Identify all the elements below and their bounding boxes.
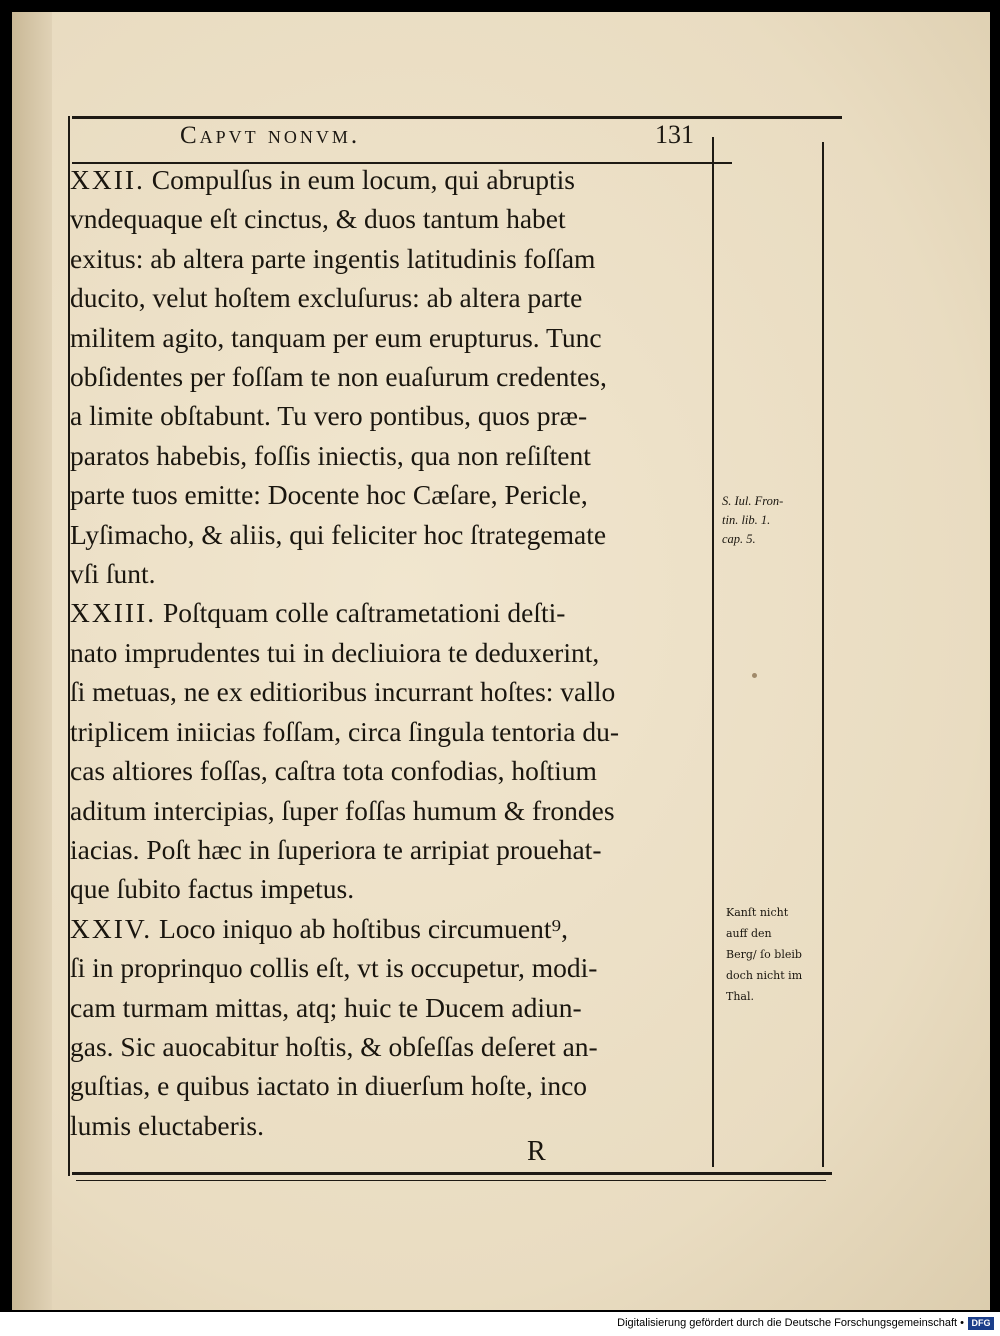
text-line: Lyſimacho, & aliis, qui feliciter hoc ſtrategemate xyxy=(70,518,607,550)
text-line: a limite obſtabunt. Tu vero pontibus, quos præ- xyxy=(70,400,588,432)
text-line: vſi ſunt. xyxy=(70,558,156,590)
text-line: ſi metuas, ne ex editioribus incurrant hoſtes: vallo xyxy=(70,676,616,708)
ink-speck xyxy=(752,673,757,678)
text-line: XXIV. Loco iniquo ab hoſtibus circumuent⁹, xyxy=(70,912,568,944)
text-line: XXII. Compulſus in eum locum, qui abruptis xyxy=(70,164,575,195)
text-line: nato imprudentes tui in decliuiora te deduxerint, xyxy=(70,636,600,668)
running-title: Capvt nonvm. xyxy=(180,122,361,149)
text-line: triplicem iniicias foſſam, circa ſingula tentoria du- xyxy=(70,715,620,747)
paragraph-xxiii xyxy=(70,593,720,908)
section-numeral: XXII. xyxy=(70,164,145,195)
text-line: iacias. Poſt hæc in ſuperiora te arripiat prouehat- xyxy=(70,833,602,865)
footer-bar xyxy=(0,1312,1000,1336)
text-line: exitus: ab altera parte ingentis latitudinis foſſam xyxy=(70,242,596,274)
page-gutter xyxy=(12,12,52,1310)
bottom-rule xyxy=(72,1172,832,1175)
body-text xyxy=(70,160,720,1145)
text-line: cam turmam mittas, atq; huic te Ducem adiun- xyxy=(70,991,582,1023)
text-line: militem agito, tanquam per eum erupturus. Tunc xyxy=(70,321,602,353)
page-number: 131 xyxy=(655,120,694,149)
text-line: obſidentes per foſſam te non euaſurum credentes, xyxy=(70,361,607,393)
margin-outer-line xyxy=(822,142,824,1167)
section-numeral: XXIII. xyxy=(70,597,157,629)
text-line: guſtias, e quibus iactato in diuerſum hoſte, inco xyxy=(70,1070,588,1102)
text-line: ſi in proprinquo collis eſt, vt is occupetur, modi- xyxy=(70,952,598,984)
marginal-note-frontinus: S. Iul. Fron- tin. lib. 1. cap. 5. xyxy=(722,494,784,546)
paragraph-xxiv xyxy=(70,909,720,1145)
top-rule xyxy=(72,116,842,119)
signature-mark: R xyxy=(527,1136,546,1167)
paragraph-xxii xyxy=(70,160,720,593)
text-line: parte tuos emitte: Docente hoc Cæſare, Pericle, xyxy=(70,479,588,511)
text-line: que ſubito factus impetus. xyxy=(70,873,355,905)
text-line: cas altiores foſſas, caſtra tota confodias, hoſtium xyxy=(70,755,597,787)
text-line: vndequaque eſt cinctus, & duos tantum habet xyxy=(70,203,566,235)
text-line: ducito, velut hoſtem excluſurus: ab altera parte xyxy=(70,282,583,314)
text-line: aditum intercipias, ſuper foſſas humum & frondes xyxy=(70,794,615,826)
footer-credit: Digitalisierung gefördert durch die Deutsche Forschungsgemeinschaft • xyxy=(617,1317,964,1329)
text-line: XXIII. Poſtquam colle caſtrametationi deſti- xyxy=(70,597,566,629)
bottom-rule-thin xyxy=(76,1180,826,1181)
section-numeral: XXIV. xyxy=(70,912,153,944)
text-line: lumis eluctaberis. xyxy=(70,1109,264,1141)
text-line: gas. Sic auocabitur hoſtis, & obſeſſas deſeret an- xyxy=(70,1030,598,1062)
text-line: paratos habebis, foſſis iniectis, qua non reſiſtent xyxy=(70,439,591,471)
marginal-note-german: Kanſt nicht auff den Berg/ ſo bleib doch nicht im Thal. xyxy=(726,906,803,1003)
dfg-logo[interactable]: DFG xyxy=(968,1317,994,1330)
